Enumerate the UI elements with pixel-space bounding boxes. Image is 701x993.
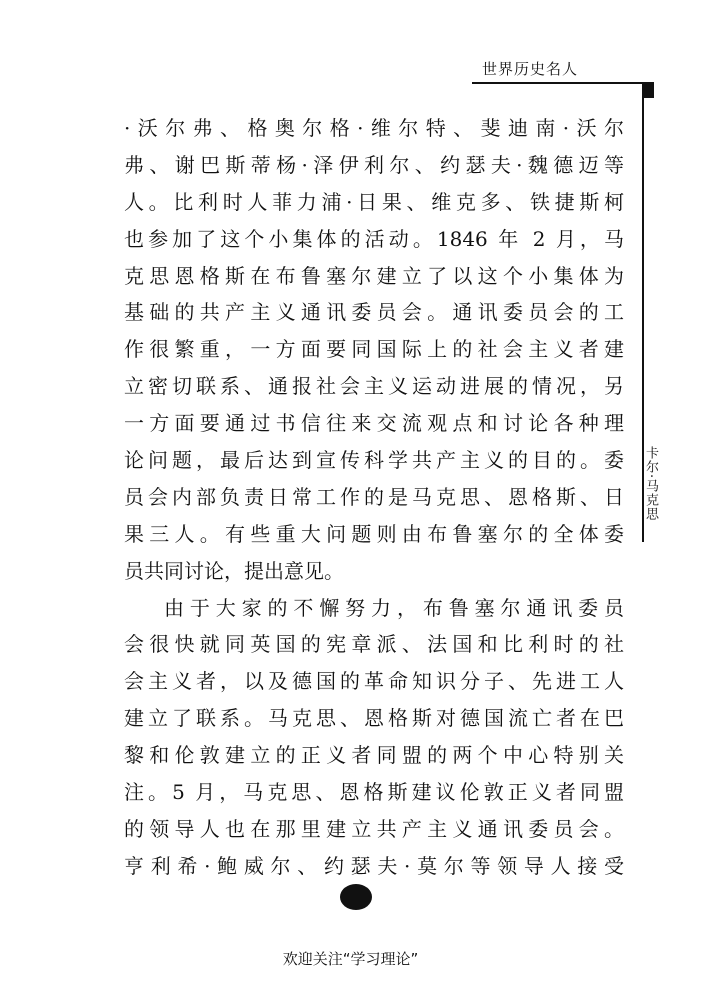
paragraph-start-line: 由于大家的不懈努力，布鲁塞尔通讯委员 [164, 595, 624, 620]
text-line: 基础的共产主义通讯委员会。通讯委员会的工 [124, 300, 624, 325]
text-line: 会很快就同英国的宪章派、法国和比利时的社 [124, 632, 624, 657]
text-line: 的领导人也在那里建立共产主义通讯委员会。 [124, 816, 624, 841]
text-line: 也参加了这个小集体的活动。1846 年 2 月，马 [124, 226, 624, 251]
text-line: 人。比利时人菲力浦·日果、维克多、铁捷斯柯 [124, 189, 624, 214]
text-line: 克思恩格斯在布鲁塞尔建立了以这个小集体为 [124, 263, 624, 288]
text-line: 建立了联系。马克思、恩格斯对德国流亡者在巴 [124, 706, 624, 731]
text-line: 果三人。有些重大问题则由布鲁塞尔的全体委 [124, 521, 624, 546]
text-line: 一方面要通过书信往来交流观点和讨论各种理 [124, 411, 624, 436]
text-line: 员会内部负责日常工作的是马克思、恩格斯、日 [124, 484, 624, 509]
text-line: 黎和伦敦建立的正义者同盟的两个中心特别关 [124, 743, 624, 768]
text-line: 会主义者，以及德国的革命知识分子、先进工人 [124, 669, 624, 694]
paragraph-end-line: 员共同讨论，提出意见。 [124, 558, 344, 583]
text-line: 作很繁重，一方面要同国际上的社会主义者建 [124, 337, 624, 362]
side-tab-marker [644, 82, 654, 98]
side-running-title: 卡尔·马克思 [643, 446, 658, 522]
text-line: 立密切联系、通报社会主义运动进展的情况，另 [124, 374, 624, 399]
header-rule [472, 82, 644, 84]
text-line: ·沃尔弗、格奥尔格·维尔特、斐迪南·沃尔 [124, 116, 624, 140]
text-line: 注。5 月，马克思、恩格斯建议伦敦正义者同盟 [124, 780, 624, 805]
page-emblem [340, 884, 372, 910]
text-line: 亨利希·鲍威尔、约瑟夫·莫尔等领导人接受 [124, 853, 624, 878]
text-line: 弗、谢巴斯蒂杨·泽伊利尔、约瑟夫·魏德迈等 [124, 152, 624, 177]
text-line: 论问题，最后达到宣传科学共产主义的目的。委 [124, 448, 624, 473]
body-text [124, 110, 624, 885]
series-title: 世界历史名人 [482, 60, 579, 78]
footer-text: 欢迎关注“学习理论” [282, 950, 419, 968]
